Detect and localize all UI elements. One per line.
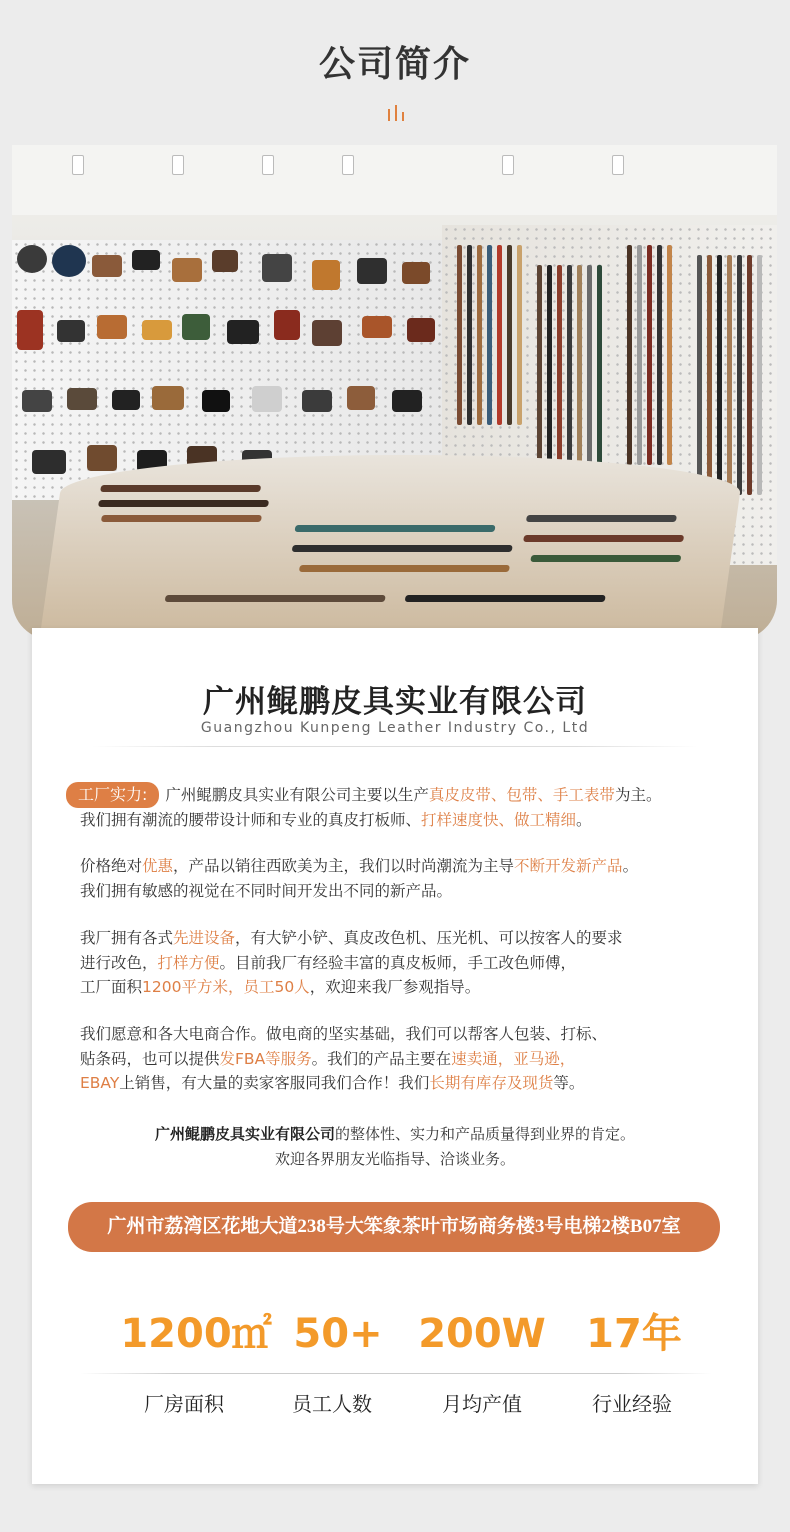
strength-paragraph-3: 我厂拥有各式先进设备，有大铲小铲、真皮改色机、压光机、可以按客人的要求 进行改色，打样方便。目前我厂有经验丰富的真皮板师，手工改色师傅， 工厂面积1200平方米，员工50人，欢迎来我厂参观指导。 <box>80 929 623 996</box>
stat-factory-area <box>116 1308 276 1360</box>
stat-experience <box>554 1308 714 1360</box>
stat-value: 17年 <box>586 1311 682 1357</box>
showroom-photo <box>12 145 777 640</box>
stat-label: 月均产值 <box>442 1392 522 1416</box>
stat-value: 50+ <box>293 1311 383 1357</box>
company-name: 广州鲲鹏皮具实业有限公司 <box>203 684 587 720</box>
stat-employees <box>258 1308 418 1360</box>
stat-label: 厂房面积 <box>144 1392 224 1416</box>
company-profile-card <box>32 628 758 1484</box>
closing-text: 广州鲲鹏皮具实业有限公司的整体性、实力和产品质量得到业界的肯定。 欢迎各界朋友光临指导、洽谈业务。 <box>154 1125 636 1168</box>
strength-paragraph-4: 我们愿意和各大电商合作。做电商的坚实基础，我们可以帮客人包装、打标、 贴条码，也可以提供发FBA等服务。我们的产品主要在速卖通，亚马逊， EBAY上销售，有大量的卖家客服同我们合作！我们长期有库存及现货等。 <box>80 1025 608 1092</box>
strength-paragraph-1: 工厂实力: 广州鲲鹏皮具实业有限公司主要以生产真皮皮带、包带、手工表带为主。 我们拥有潮流的腰带设计师和专业的真皮打板师、打样速度快、做工精细。 <box>80 782 760 833</box>
stat-monthly-output <box>402 1308 562 1360</box>
address-banner: 广州市荔湾区花地大道238号大笨象茶叶市场商务楼3号电梯2楼B07室 <box>68 1202 720 1252</box>
divider <box>92 746 698 747</box>
title-ornament <box>386 105 406 121</box>
page-title: 公司简介 <box>318 44 471 85</box>
stat-value: 1200㎡ <box>120 1311 272 1357</box>
stat-value: 200W <box>418 1311 546 1357</box>
stat-label: 员工人数 <box>292 1392 372 1416</box>
strength-badge: 工厂实力: <box>66 782 159 808</box>
closing-company-name: 广州鲲鹏皮具实业有限公司 <box>154 1125 335 1143</box>
stat-label: 行业经验 <box>592 1392 672 1416</box>
company-name-english: Guangzhou Kunpeng Leather Industry Co., Ltd <box>200 720 590 736</box>
stats-divider <box>80 1373 712 1374</box>
strength-paragraph-2: 价格绝对优惠，产品以销往西欧美为主，我们以时尚潮流为主导不断开发新产品。 我们拥有敏感的视觉在不同时间开发出不同的新产品。 <box>80 857 639 900</box>
